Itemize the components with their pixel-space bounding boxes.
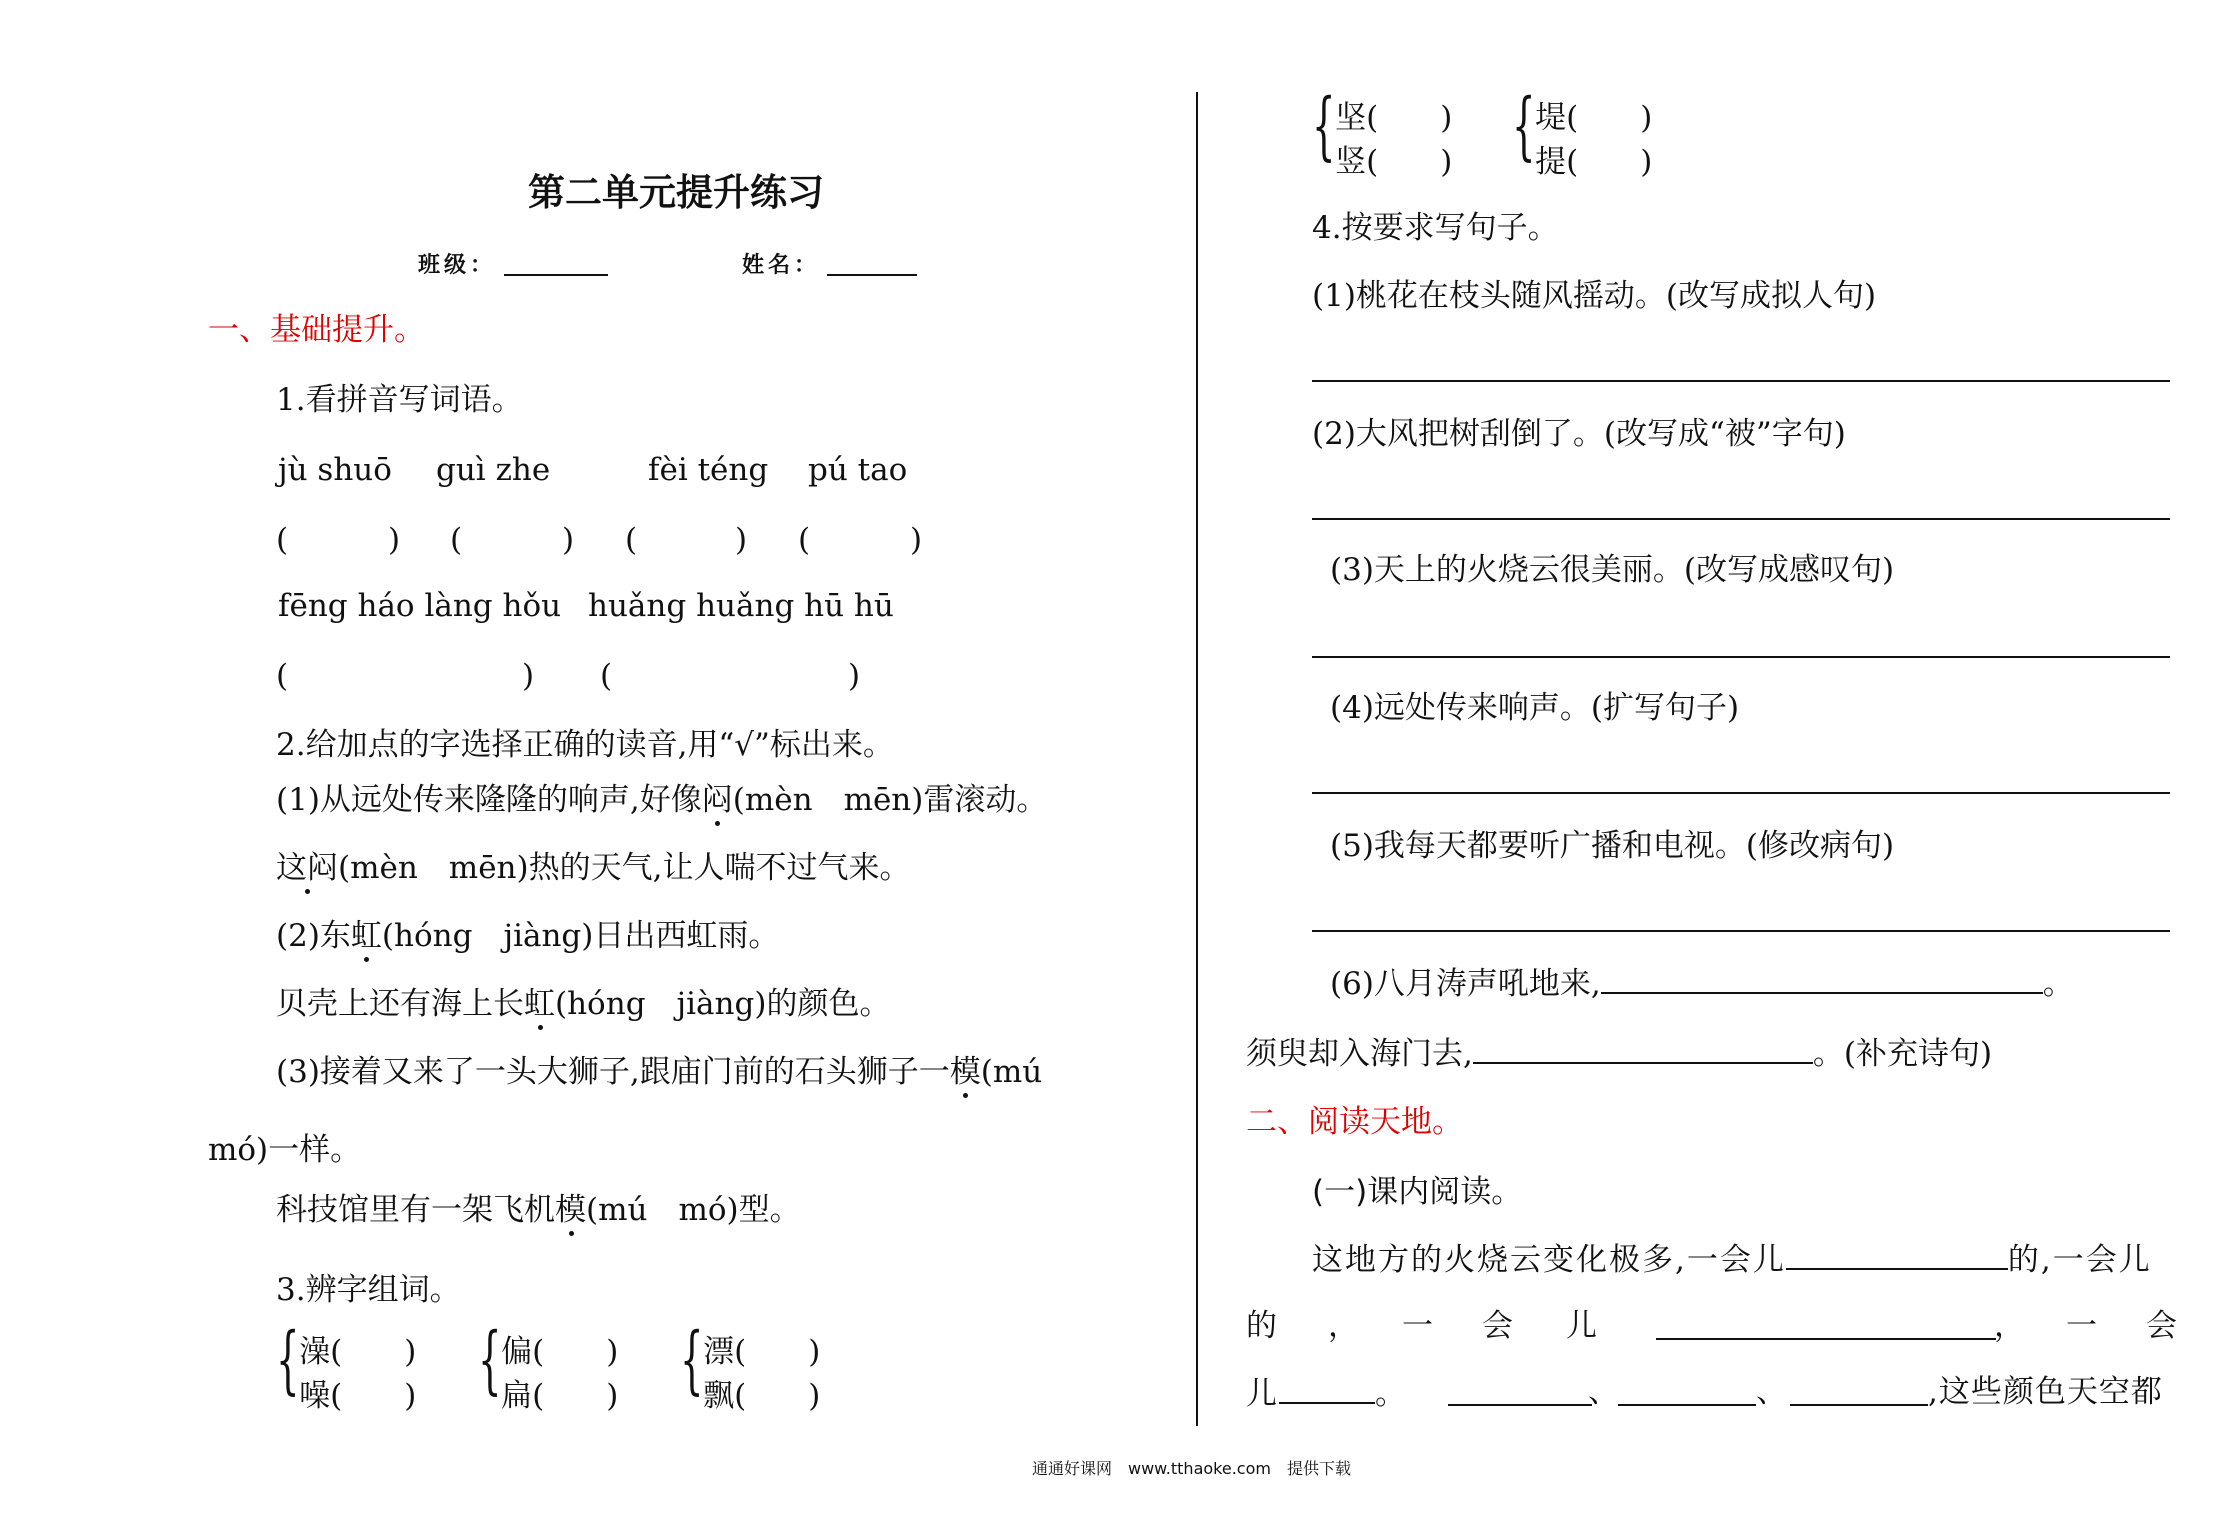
q4-item-1: (1)桃花在枝头随风摇动。(改写成拟人句)	[1312, 278, 1877, 314]
q3-item: 漂( )	[703, 1334, 821, 1370]
q1-pinyin-2: guì zhe	[436, 452, 551, 488]
q1-bracket-close-2: )	[562, 522, 575, 558]
poem-blank-1[interactable]	[1601, 962, 2043, 994]
reading-sep-2: 、	[1756, 1374, 1787, 1410]
q3-group-5	[1512, 83, 1653, 184]
brace-icon: {	[680, 1317, 704, 1403]
q3-group-3	[680, 1317, 821, 1418]
q2-line5-dotted: 模	[949, 1054, 981, 1090]
name-label: 姓名：	[742, 252, 821, 278]
reading-char-3: 一	[1402, 1308, 1433, 1344]
q3-group-2	[478, 1317, 619, 1418]
q3-item: 噪( )	[299, 1378, 417, 1414]
reading-char-5: 儿	[1566, 1308, 1597, 1344]
q1-bracket-close-1: )	[388, 522, 401, 558]
section1-heading: 一、基础提升。	[208, 312, 425, 348]
reading-sep-1: 、	[1588, 1374, 1619, 1410]
q2-line3	[276, 916, 779, 956]
reading-p3-a: 儿	[1246, 1376, 1279, 1412]
answer-line-1[interactable]	[1312, 380, 2170, 382]
q3-group-4	[1312, 83, 1453, 184]
reading-blank-3[interactable]	[1279, 1372, 1375, 1404]
q4-item6-b: 须臾却入海门去,	[1246, 1036, 1473, 1072]
page-title: 第二单元提升练习	[528, 171, 824, 214]
q1-bracket-open-3: (	[625, 522, 638, 558]
q3-item: 坚( )	[1335, 100, 1453, 136]
reading-p1-a: 这地方的火烧云变化极多,一会儿	[1312, 1242, 1786, 1278]
q1-bracket-close-3: )	[735, 522, 748, 558]
q1-pinyin-1: jù shuō	[278, 452, 392, 488]
q2-line7-a: 科技馆里有一架飞机	[276, 1192, 555, 1228]
reading-char-4: 会	[1482, 1308, 1513, 1344]
reading-blank-1[interactable]	[1786, 1238, 2008, 1270]
q1-bracket-open-5: (	[276, 658, 289, 694]
q3-title: 3.辨字组词。	[276, 1272, 461, 1308]
reading-char-2: ，	[1328, 1308, 1359, 1344]
q4-item-4: (4)远处传来响声。(扩写句子)	[1330, 690, 1740, 726]
q2-title: 2.给加点的字选择正确的读音,用“√”标出来。	[276, 727, 894, 763]
q1-bracket-close-6: )	[848, 658, 861, 694]
q3-item: 飘( )	[703, 1378, 821, 1414]
reading-blank-6[interactable]	[1790, 1404, 1928, 1406]
answer-line-2[interactable]	[1312, 518, 2170, 520]
q1-pinyin-4: pú tao	[808, 452, 908, 488]
q2-line7-dotted: 模	[555, 1192, 586, 1228]
q2-line5	[276, 1052, 1042, 1092]
q1-bracket-open-6: (	[600, 658, 613, 694]
reading-p1-b: 的,一会儿	[2007, 1242, 2152, 1278]
reading-blank-5[interactable]	[1618, 1404, 1756, 1406]
q2-line6: mó)一样。	[208, 1132, 362, 1168]
q2-line4-dotted: 虹	[524, 986, 555, 1022]
footer-text: 通通好课网 www.tthaoke.com 提供下载	[1032, 1459, 1351, 1478]
name-field[interactable]	[827, 274, 917, 276]
q3-item: 澡( )	[299, 1334, 417, 1370]
q2-line3-a: (2)东	[276, 918, 351, 954]
q3-item: 扁( )	[501, 1378, 619, 1414]
answer-line-5[interactable]	[1312, 930, 2170, 932]
brace-icon: {	[1512, 83, 1536, 169]
q3-item: 堤( )	[1535, 100, 1653, 136]
q2-line1-dotted: 闷	[701, 782, 733, 818]
q2-line4	[276, 984, 890, 1024]
q1-pinyin-6: huǎng huǎng hū hū	[588, 588, 894, 624]
reading-blank-4[interactable]	[1448, 1404, 1592, 1406]
q1-bracket-close-4: )	[910, 522, 923, 558]
reading-char-1: 的	[1246, 1308, 1277, 1344]
q1-bracket-open-1: (	[276, 522, 289, 558]
q4-item6-c: 。(补充诗句)	[1812, 1036, 1993, 1072]
column-divider	[1196, 92, 1198, 1426]
reading-p3-b: 。	[1375, 1376, 1408, 1412]
q4-item-5: (5)我每天都要听广播和电视。(修改病句)	[1330, 828, 1895, 864]
q2-line1-a: (1)从远处传来隆隆的响声,好像	[276, 782, 702, 818]
q3-group-1	[276, 1317, 417, 1418]
q2-line7-b: (mú mó)型。	[586, 1192, 801, 1228]
q4-item-6	[1330, 962, 2074, 1004]
q4-item-3: (3)天上的火烧云很美丽。(改写成感叹句)	[1330, 552, 1895, 588]
q2-line2-dotted: 这闷	[276, 850, 338, 886]
answer-line-4[interactable]	[1312, 792, 2170, 794]
reading-char-7: 一	[2066, 1308, 2097, 1344]
reading-line-3	[1246, 1372, 1408, 1414]
class-label: 班级：	[418, 252, 497, 278]
q2-line5-b: (mú	[980, 1054, 1043, 1090]
reading-blank-2[interactable]	[1656, 1338, 1996, 1340]
q3-item: 竖( )	[1335, 144, 1453, 180]
q2-line1-b: (mèn mēn)雷滚动。	[732, 782, 1048, 818]
q3-item: 偏( )	[501, 1334, 619, 1370]
reading-line-1	[1312, 1238, 2152, 1280]
brace-icon: {	[1312, 83, 1336, 169]
brace-icon: {	[276, 1317, 300, 1403]
q2-line3-b: (hóng jiàng)日出西虹雨。	[381, 918, 780, 954]
q1-pinyin-5: fēng háo làng hǒu	[278, 588, 562, 624]
q1-bracket-close-5: )	[522, 658, 535, 694]
q3-item: 提( )	[1535, 144, 1653, 180]
q2-line4-a: 贝壳上还有海上长	[276, 986, 524, 1022]
q2-line1	[276, 780, 1047, 820]
class-field[interactable]	[504, 274, 608, 276]
q4-item6-end: 。	[2042, 966, 2074, 1002]
reading-p3-end: ,这些颜色天空都	[1928, 1374, 2163, 1410]
q2-line4-b: (hóng jiàng)的颜色。	[555, 986, 891, 1022]
q4-item-6-line2	[1246, 1032, 1992, 1074]
q4-title: 4.按要求写句子。	[1312, 210, 1559, 246]
q4-item-2: (2)大风把树刮倒了。(改写成“被”字句)	[1312, 416, 1846, 452]
q2-line2-b: (mèn mēn)热的天气,让人喘不过气来。	[338, 850, 911, 886]
q1-title: 1.看拼音写词语。	[276, 382, 523, 418]
poem-blank-2[interactable]	[1473, 1032, 1813, 1064]
q1-pinyin-3: fèi téng	[648, 452, 769, 488]
q4-item6-a: (6)八月涛声吼地来,	[1330, 966, 1601, 1002]
reading-char-6: ，	[1994, 1308, 2025, 1344]
q1-bracket-open-4: (	[798, 522, 811, 558]
brace-icon: {	[478, 1317, 502, 1403]
reading-char-8: 会	[2146, 1308, 2177, 1344]
q2-line7	[276, 1190, 801, 1230]
answer-line-3[interactable]	[1312, 656, 2170, 658]
section2-sub: (一)课内阅读。	[1312, 1174, 1523, 1210]
q2-line2	[276, 848, 910, 888]
q2-line3-dotted: 虹	[350, 918, 382, 954]
q2-line5-a: (3)接着又来了一头大狮子,跟庙门前的石头狮子一	[276, 1054, 950, 1090]
q1-bracket-open-2: (	[450, 522, 463, 558]
section2-heading: 二、阅读天地。	[1246, 1104, 1463, 1140]
